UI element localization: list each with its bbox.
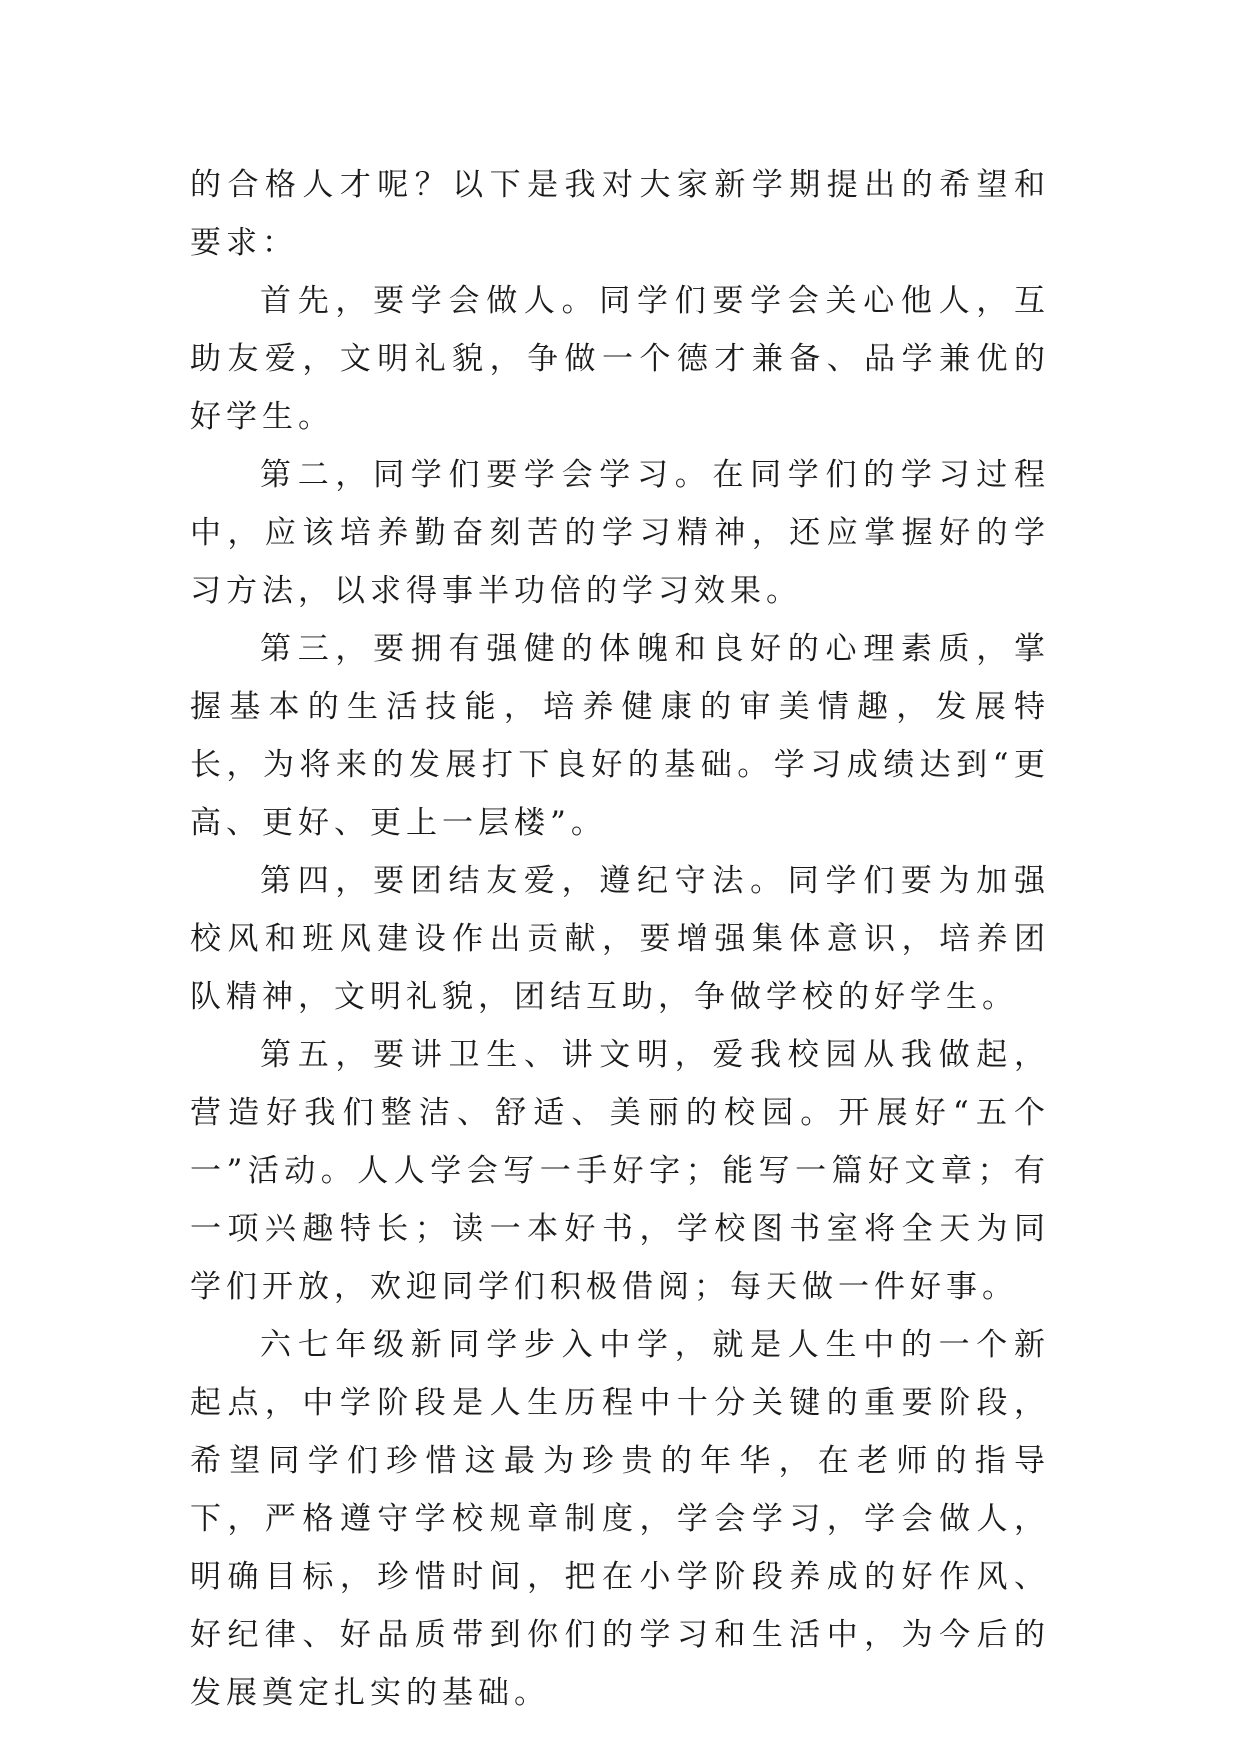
paragraph-second: 第二，同学们要学会学习。在同学们的学习过程中，应该培养勤奋刻苦的学习精神，还应掌握好的学习方法，以求得事半功倍的学习效果。: [190, 457, 1050, 609]
paragraph-fifth: 第五，要讲卫生、讲文明，爱我校园从我做起，营造好我们整洁、舒适、美丽的校园。开展好“五个一”活动。人人学会写一手好字；能写一篇好文章；有一项兴趣特长；读一本好书，学校图书室将全天为同学们开放，欢迎同学们积极借阅；每天做一件好事。: [190, 1037, 1050, 1305]
paragraph-fourth: 第四，要团结友爱，遵纪守法。同学们要为加强校风和班风建设作出贡献，要增强集体意识，培养团队精神，文明礼貌，团结互助，争做学校的好学生。: [190, 863, 1050, 1015]
paragraph-first: 首先，要学会做人。同学们要学会关心他人，互助友爱，文明礼貌，争做一个德才兼备、品学兼优的好学生。: [190, 283, 1050, 435]
paragraph-closing: 六七年级新同学步入中学，就是人生中的一个新起点，中学阶段是人生历程中十分关键的重要阶段，希望同学们珍惜这最为珍贵的年华，在老师的指导下，严格遵守学校规章制度，学会学习，学会做人，明确目标，珍惜时间，把在小学阶段养成的好作风、好纪律、好品质带到你们的学习和生活中，为今后的发展奠定扎实的基础。: [190, 1327, 1050, 1711]
paragraph-third: 第三，要拥有强健的体魄和良好的心理素质，掌握基本的生活技能，培养健康的审美情趣，发展特长，为将来的发展打下良好的基础。学习成绩达到“更高、更好、更上一层楼”。: [190, 631, 1050, 841]
document-body: [190, 156, 1050, 1722]
paragraph-continuation: 的合格人才呢？以下是我对大家新学期提出的希望和要求：: [190, 167, 1050, 261]
